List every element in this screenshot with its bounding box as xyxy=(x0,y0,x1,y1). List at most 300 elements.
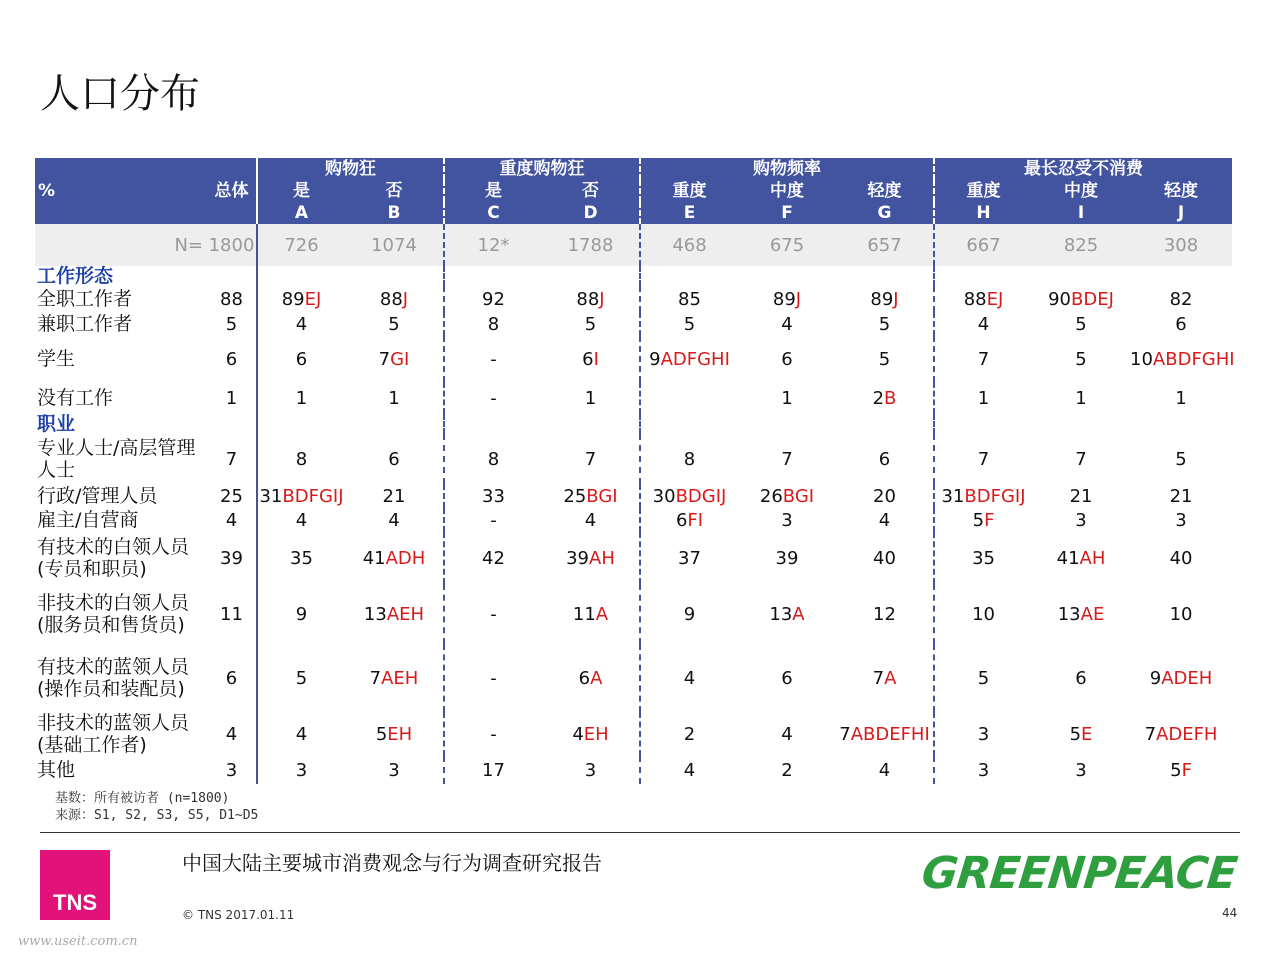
row-label: 雇主/自营商 xyxy=(37,509,139,531)
cell-value: 1 xyxy=(584,387,597,409)
table-row xyxy=(35,312,1232,336)
cell-value: 6 xyxy=(578,667,591,689)
table-row xyxy=(35,532,1232,584)
copyright: © TNS 2017.01.11 xyxy=(182,908,295,922)
cell xyxy=(1130,584,1232,644)
n-value: 308 xyxy=(1163,234,1199,256)
cell xyxy=(738,382,836,414)
significance-letters: EH xyxy=(583,723,609,745)
tns-logo-text: TNS xyxy=(53,890,97,915)
cell-value: 5 xyxy=(225,313,238,335)
cell-value: 35 xyxy=(290,547,313,569)
cell-value: 7 xyxy=(584,448,597,470)
cell xyxy=(257,286,345,312)
table-row xyxy=(35,644,1232,712)
cell xyxy=(1130,532,1232,584)
col-letter: H xyxy=(976,203,991,223)
cell xyxy=(738,508,836,532)
cell xyxy=(836,532,934,584)
cell xyxy=(207,434,257,484)
cell-value: 8 xyxy=(487,448,500,470)
cell-value: 5 xyxy=(977,667,990,689)
cell xyxy=(345,336,444,382)
cell xyxy=(444,712,542,756)
cell-value: 40 xyxy=(873,547,896,569)
cell-value: 7 xyxy=(1075,448,1087,470)
col-header: 重度 xyxy=(672,181,707,201)
cell xyxy=(444,382,542,414)
n-value: 1788 xyxy=(542,224,640,266)
total-header: 总体 xyxy=(207,180,257,202)
cell-value: 5 xyxy=(1069,723,1082,745)
watermark: www.useit.com.cn xyxy=(18,934,138,949)
cell-value: 1 xyxy=(1075,387,1087,409)
section-row xyxy=(35,414,1232,434)
cell-value: 6 xyxy=(1075,667,1087,689)
cell-value: 4 xyxy=(683,667,696,689)
cell-value: 5 xyxy=(878,313,891,335)
cell xyxy=(738,532,836,584)
cell xyxy=(444,336,542,382)
col-header: 中度 xyxy=(1064,181,1099,201)
n-value: 468 xyxy=(672,234,707,256)
cell xyxy=(836,644,934,712)
cell-value: 5 xyxy=(1175,448,1187,470)
cell xyxy=(1032,382,1130,414)
cell xyxy=(257,508,345,532)
cell xyxy=(1032,756,1130,784)
row-label: 兼职工作者 xyxy=(37,313,133,335)
base-note: 基数：所有被访者 (n=1800) xyxy=(55,791,230,806)
source-note: 来源：S1, S2, S3, S5, D1~D5 xyxy=(55,808,259,823)
cell-value: 4 xyxy=(878,759,891,781)
cell xyxy=(934,584,1032,644)
cell-value: 17 xyxy=(482,759,505,781)
cell xyxy=(1130,312,1232,336)
greenpeace-logo: GREENPEACE xyxy=(919,848,1239,899)
row-label: 专业人士/高层管理人士 xyxy=(37,437,196,481)
cell xyxy=(738,644,836,712)
cell xyxy=(640,336,738,382)
cell-value: 2 xyxy=(683,723,696,745)
cell xyxy=(640,484,738,508)
cell-value: 3 xyxy=(977,759,990,781)
cell xyxy=(542,286,640,312)
cell xyxy=(640,508,738,532)
cell-value: 5 xyxy=(972,509,985,531)
significance-letters: ABDFGHI xyxy=(1152,348,1235,370)
cell-value: 12 xyxy=(873,603,896,625)
significance-letters: BDEJ xyxy=(1071,288,1114,310)
cell-value: 3 xyxy=(1075,509,1087,531)
table-row xyxy=(35,382,1232,414)
cell xyxy=(1032,434,1130,484)
significance-letters: J xyxy=(893,288,899,310)
cell-value: - xyxy=(490,387,497,409)
cell xyxy=(1032,712,1130,756)
col-header: 轻度 xyxy=(1164,181,1199,201)
cell-value: 3 xyxy=(977,723,990,745)
cell xyxy=(345,584,444,644)
demographics-table xyxy=(35,158,1235,784)
cell xyxy=(738,286,836,312)
section-title: 职业 xyxy=(37,413,76,435)
group-header: 购物频率 xyxy=(640,158,934,180)
cell-value: 7 xyxy=(872,667,885,689)
cell-value: 7 xyxy=(977,348,990,370)
significance-letters: B xyxy=(884,387,897,409)
cell xyxy=(444,484,542,508)
cell xyxy=(257,712,345,756)
cell-value: 11 xyxy=(220,603,243,625)
cell xyxy=(444,532,542,584)
cell-value: 7 xyxy=(839,723,851,745)
cell xyxy=(207,382,257,414)
cell xyxy=(1130,286,1232,312)
cell xyxy=(542,712,640,756)
significance-letters: E xyxy=(1081,723,1093,745)
cell xyxy=(934,382,1032,414)
cell xyxy=(444,434,542,484)
cell-value: 3 xyxy=(584,759,597,781)
cell-value: 92 xyxy=(482,288,505,310)
cell-value: 13 xyxy=(363,603,387,625)
table-row xyxy=(35,484,1232,508)
significance-letters: BDFGIJ xyxy=(964,485,1026,507)
table-row xyxy=(35,712,1232,756)
group-header: 重度购物狂 xyxy=(444,158,640,180)
cell-value: 5 xyxy=(1075,313,1087,335)
cell-value: 7 xyxy=(225,448,238,470)
cell xyxy=(207,756,257,784)
table-row xyxy=(35,756,1232,784)
significance-letters: J xyxy=(402,288,409,310)
cell-value: 9 xyxy=(649,348,661,370)
cell-value: 6 xyxy=(582,348,594,370)
significance-letters: EJ xyxy=(304,288,322,310)
cell xyxy=(345,434,444,484)
cell-value: 1 xyxy=(295,387,308,409)
group-header: 最长忍受不消费 xyxy=(1024,159,1144,179)
row-label: 没有工作 xyxy=(37,387,114,409)
cell xyxy=(207,584,257,644)
cell xyxy=(345,756,444,784)
cell xyxy=(640,644,738,712)
n-value: 657 xyxy=(836,224,934,266)
cell-value: 6 xyxy=(225,348,238,370)
table-row xyxy=(35,286,1232,312)
cell xyxy=(345,712,444,756)
cell-value: 1 xyxy=(1175,387,1187,409)
significance-letters: ADEFH xyxy=(1156,723,1218,745)
cell xyxy=(934,508,1032,532)
cell xyxy=(444,508,542,532)
cell-value: 9 xyxy=(683,603,696,625)
cell-value: 4 xyxy=(295,313,308,335)
cell-value: 3 xyxy=(388,759,400,781)
n-value: 1074 xyxy=(345,224,444,266)
cell xyxy=(444,644,542,712)
cell xyxy=(207,532,257,584)
significance-letters: ADFGHI xyxy=(660,348,730,370)
col-letter: B xyxy=(345,202,444,224)
cell-value: 2 xyxy=(781,759,793,781)
cell-value: 1 xyxy=(977,387,990,409)
cell xyxy=(640,756,738,784)
cell xyxy=(836,484,934,508)
row-label: 有技术的蓝领人员(操作员和装配员) xyxy=(37,656,190,700)
significance-letters: A xyxy=(595,603,609,625)
cell-value: 10 xyxy=(1130,348,1153,370)
cell xyxy=(934,712,1032,756)
row-label: 非技术的白领人员(服务员和售货员) xyxy=(37,592,190,636)
cell-value: 6 xyxy=(225,667,238,689)
cell xyxy=(207,286,257,312)
cell-value: 40 xyxy=(1169,547,1193,569)
cell xyxy=(1130,508,1232,532)
cell xyxy=(1032,484,1130,508)
cell-value: 7 xyxy=(369,667,382,689)
cell xyxy=(640,584,738,644)
cell-value: 21 xyxy=(1069,485,1093,507)
n-value: 667 xyxy=(966,234,1001,256)
cell xyxy=(738,434,836,484)
cell-value: 6 xyxy=(1175,313,1187,335)
cell xyxy=(640,712,738,756)
cell-value: 4 xyxy=(781,723,793,745)
cell-value: 26 xyxy=(759,485,783,507)
significance-letters: I xyxy=(593,348,599,370)
cell xyxy=(207,644,257,712)
cell xyxy=(444,584,542,644)
page-number: 44 xyxy=(1222,906,1238,920)
cell xyxy=(257,336,345,382)
col-letter: I xyxy=(1077,203,1085,223)
significance-letters: ADH xyxy=(385,547,426,569)
row-label: 行政/管理人员 xyxy=(37,485,158,507)
significance-letters: A xyxy=(590,667,603,689)
cell xyxy=(738,336,836,382)
col-letter: D xyxy=(542,202,640,224)
cell xyxy=(257,532,345,584)
col-letter: E xyxy=(683,203,696,223)
cell-value: 35 xyxy=(972,547,995,569)
col-header: 否 xyxy=(542,180,640,202)
cell xyxy=(207,508,257,532)
cell xyxy=(444,286,542,312)
col-header: 轻度 xyxy=(836,180,934,202)
cell-value: 6 xyxy=(878,448,891,470)
cell-value: 39 xyxy=(775,547,799,569)
significance-letters: J xyxy=(599,288,605,310)
cell-value: 2 xyxy=(872,387,885,409)
cell-value: 39 xyxy=(220,547,243,569)
cell xyxy=(934,532,1032,584)
cell xyxy=(836,434,934,484)
cell xyxy=(345,508,444,532)
cell-value: 31 xyxy=(259,485,283,507)
significance-letters: J xyxy=(795,288,802,310)
cell xyxy=(836,508,934,532)
cell xyxy=(257,312,345,336)
cell-value: 3 xyxy=(225,759,238,781)
cell-value: 88 xyxy=(220,288,243,310)
row-label: 有技术的白领人员(专员和职员) xyxy=(37,536,190,580)
cell-value: 4 xyxy=(878,509,891,531)
table-row xyxy=(35,508,1232,532)
group-header: 购物狂 xyxy=(257,158,444,180)
col-letter: G xyxy=(836,202,934,224)
cell-value: 13 xyxy=(769,603,793,625)
cell xyxy=(836,312,934,336)
cell xyxy=(1032,336,1130,382)
significance-letters: BDGIJ xyxy=(675,485,727,507)
col-header: 是 xyxy=(485,181,502,201)
cell-value: 7 xyxy=(378,348,391,370)
significance-letters: A xyxy=(792,603,805,625)
tns-logo xyxy=(40,850,110,920)
cell-value: 41 xyxy=(362,547,386,569)
cell xyxy=(542,508,640,532)
cell-value: 5 xyxy=(584,313,597,335)
cell xyxy=(1130,336,1235,382)
cell xyxy=(1032,532,1130,584)
cell xyxy=(257,434,345,484)
cell-value: 9 xyxy=(1149,667,1162,689)
cell xyxy=(1130,434,1232,484)
cell xyxy=(934,434,1032,484)
table-row xyxy=(35,584,1232,644)
cell xyxy=(257,382,345,414)
cell-value: 39 xyxy=(566,547,590,569)
significance-letters: ADEH xyxy=(1161,667,1213,689)
footer-divider xyxy=(40,832,1240,833)
significance-letters: EJ xyxy=(986,288,1004,310)
cell-value: 8 xyxy=(487,313,500,335)
cell-value: 5 xyxy=(295,667,308,689)
cell-value: - xyxy=(490,667,497,689)
notes xyxy=(55,790,258,824)
cell xyxy=(207,484,257,508)
cell xyxy=(934,484,1032,508)
significance-letters: A xyxy=(884,667,897,689)
cell xyxy=(934,312,1032,336)
n-label: N= xyxy=(174,234,203,256)
table-body xyxy=(35,224,1235,784)
cell-value: 4 xyxy=(584,509,597,531)
n-value: 825 xyxy=(1063,234,1099,256)
n-value: 726 xyxy=(284,234,319,256)
cell-value: 5 xyxy=(878,348,891,370)
cell-value: 88 xyxy=(379,288,403,310)
cell-value: 6 xyxy=(388,448,400,470)
row-label: 其他 xyxy=(37,759,76,781)
significance-letters: AH xyxy=(589,547,615,569)
cell-value: 10 xyxy=(1169,603,1193,625)
significance-letters: AEH xyxy=(381,667,419,689)
cell-value: 4 xyxy=(388,509,400,531)
cell xyxy=(1032,508,1130,532)
cell xyxy=(1032,584,1130,644)
cell-value: 6 xyxy=(295,348,308,370)
cell xyxy=(257,484,345,508)
col-letter: F xyxy=(781,203,793,223)
cell-value: 37 xyxy=(678,547,701,569)
cell xyxy=(257,756,345,784)
cell xyxy=(934,286,1032,312)
report-title: 中国大陆主要城市消费观念与行为调查研究报告 xyxy=(182,851,602,875)
cell xyxy=(640,312,738,336)
col-letter: C xyxy=(487,203,500,223)
cell xyxy=(542,382,640,414)
cell-value: 1 xyxy=(225,387,238,409)
n-row xyxy=(35,224,1232,266)
cell-value: 3 xyxy=(1175,509,1187,531)
row-label: 学生 xyxy=(37,348,76,370)
significance-letters: ABDEFHI xyxy=(850,723,930,745)
cell-value: 7 xyxy=(1144,723,1157,745)
cell-value: 4 xyxy=(977,313,990,335)
cell-value: 85 xyxy=(678,288,701,310)
cell-value: 11 xyxy=(572,603,596,625)
cell-value: 8 xyxy=(683,448,696,470)
cell-value: 89 xyxy=(870,288,894,310)
cell xyxy=(542,644,640,712)
n-value: 675 xyxy=(769,234,805,256)
cell xyxy=(1032,644,1130,712)
cell-value: 21 xyxy=(1169,485,1193,507)
cell-value: 21 xyxy=(382,485,406,507)
cell xyxy=(1130,712,1232,756)
cell xyxy=(345,484,444,508)
cell-value: 6 xyxy=(781,348,793,370)
cell xyxy=(542,336,640,382)
cell-value: 3 xyxy=(1075,759,1087,781)
cell xyxy=(345,644,444,712)
cell-value: 3 xyxy=(295,759,308,781)
cell xyxy=(207,312,257,336)
cell-value: 6 xyxy=(781,667,793,689)
cell-value: 5 xyxy=(1170,759,1182,781)
significance-letters: F xyxy=(984,509,995,531)
cell xyxy=(542,532,640,584)
cell xyxy=(738,756,836,784)
significance-letters: FI xyxy=(687,509,704,531)
cell-value: 33 xyxy=(482,485,505,507)
cell xyxy=(542,584,640,644)
cell xyxy=(345,382,444,414)
cell-value: 88 xyxy=(576,288,600,310)
cell-value: 25 xyxy=(220,485,243,507)
significance-letters: GI xyxy=(390,348,410,370)
cell-value: 88 xyxy=(963,288,987,310)
cell xyxy=(836,286,934,312)
cell-value: 7 xyxy=(977,448,990,470)
significance-letters: F xyxy=(1181,759,1192,781)
cell xyxy=(444,756,542,784)
cell-value: 89 xyxy=(281,288,305,310)
table-row xyxy=(35,434,1232,484)
n-value: 12* xyxy=(477,234,510,256)
col-header: 是 xyxy=(293,181,310,201)
cell-value: 13 xyxy=(1057,603,1081,625)
cell xyxy=(640,532,738,584)
cell-value: 90 xyxy=(1048,288,1072,310)
cell xyxy=(1130,382,1232,414)
cell-value: 4 xyxy=(572,723,584,745)
cell xyxy=(640,434,738,484)
significance-letters: BGI xyxy=(586,485,618,507)
